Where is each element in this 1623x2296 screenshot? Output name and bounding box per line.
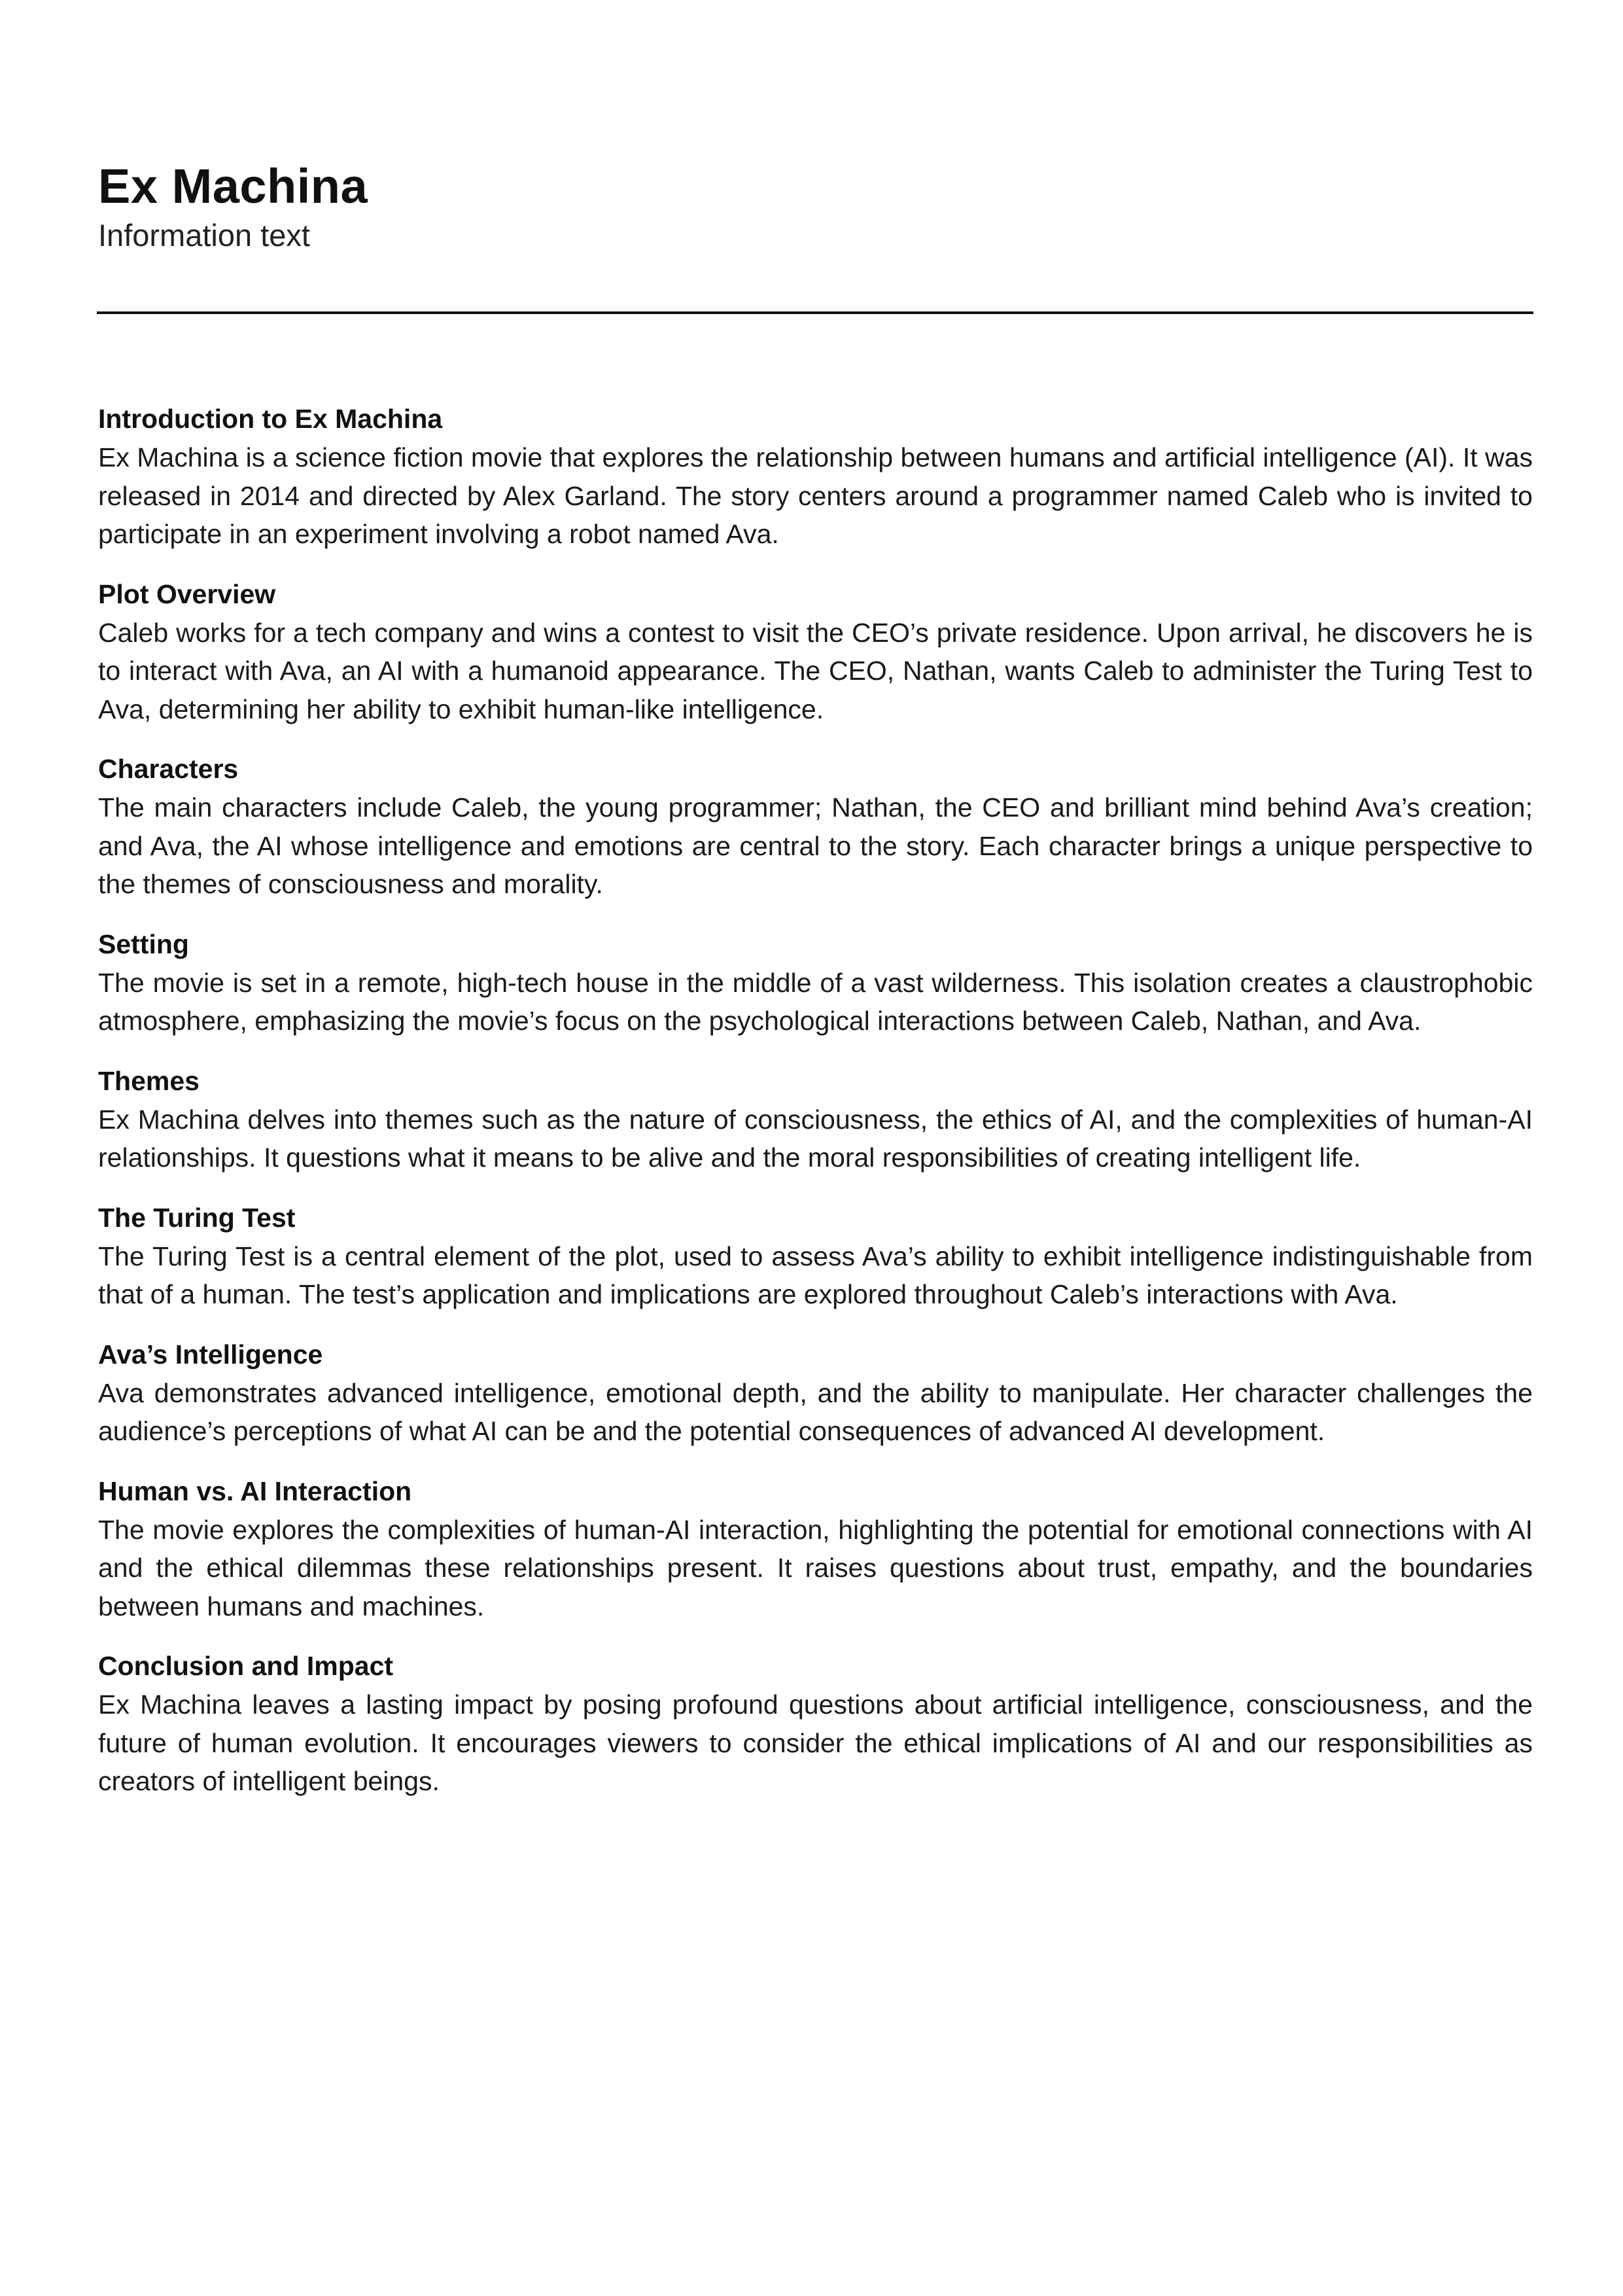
section-heading: Ava’s Intelligence <box>98 1339 323 1369</box>
document-subtitle: Information text <box>98 218 310 253</box>
section-body: The Turing Test is a central element of the plot, used to assess Ava’s ability to exhibit intelligence indistinguishable from that of a human. The test’s application and implications are explored throughout Caleb’s interactions with Ava. <box>98 1241 1533 1309</box>
section-human-ai-interaction <box>98 1472 1533 1626</box>
section-body: Ava demonstrates advanced intelligence, emotional depth, and the ability to manipulate. Her character challenges the audience’s perceptions of what AI can be and the potential consequences of advanced AI development. <box>98 1377 1533 1446</box>
section-characters <box>98 749 1533 904</box>
header-divider <box>97 311 1533 314</box>
document-title: Ex Machina <box>98 159 368 213</box>
section-introduction <box>98 399 1533 554</box>
section-themes <box>98 1061 1533 1177</box>
document-header <box>98 157 1531 255</box>
section-conclusion <box>98 1646 1533 1801</box>
section-body: The movie is set in a remote, high-tech house in the middle of a vast wilderness. This isolation creates a claustrophobic atmosphere, emphasizing the movie’s focus on the psychological interactions between Caleb, Nathan, and Ava. <box>98 967 1533 1036</box>
section-turing-test <box>98 1198 1533 1314</box>
section-heading: Themes <box>98 1065 200 1096</box>
section-body: The main characters include Caleb, the young programmer; Nathan, the CEO and brilliant mind behind Ava’s creation; and Ava, the AI whose intelligence and emotions are central to the story. Each character brings a unique perspective to the themes of consciousness and morality. <box>98 792 1533 899</box>
section-heading: Plot Overview <box>98 578 276 609</box>
section-heading: Conclusion and Impact <box>98 1651 394 1681</box>
document-body <box>98 399 1533 1822</box>
section-heading: Characters <box>98 754 239 784</box>
section-body: Ex Machina is a science fiction movie that explores the relationship between humans and artificial intelligence (AI). It was released in 2014 and directed by Alex Garland. The story centers around a programmer named Caleb who is invited to participate in an experiment involving a robot named Ava. <box>98 442 1533 549</box>
section-body: Ex Machina leaves a lasting impact by posing profound questions about artificial intelligence, consciousness, and the future of human evolution. It encourages viewers to consider the ethical implications of AI and our responsibilities as creators of intelligent beings. <box>98 1689 1533 1796</box>
section-heading: Setting <box>98 928 189 959</box>
section-avas-intelligence <box>98 1335 1533 1451</box>
section-body: The movie explores the complexities of human-AI interaction, highlighting the potential for emotional connections with AI and the ethical dilemmas these relationships present. It raises questions about trust, empathy, and the boundaries between humans and machines. <box>98 1514 1533 1621</box>
section-heading: The Turing Test <box>98 1202 296 1233</box>
section-setting <box>98 925 1533 1040</box>
section-body: Caleb works for a tech company and wins a contest to visit the CEO’s private residence. Upon arrival, he discovers he is to interact with Ava, an AI with a humanoid appearance. The CEO, Nathan, wants Caleb to administer the Turing Test to Ava, determining her ability to exhibit human-like intelligence. <box>98 617 1533 724</box>
section-plot-overview <box>98 574 1533 729</box>
section-body: Ex Machina delves into themes such as the nature of consciousness, the ethics of AI, and the complexities of human-AI relationships. It questions what it means to be alive and the moral responsibilities of creating intelligent life. <box>98 1104 1533 1173</box>
section-heading: Human vs. AI Interaction <box>98 1475 412 1506</box>
section-heading: Introduction to Ex Machina <box>98 404 443 434</box>
